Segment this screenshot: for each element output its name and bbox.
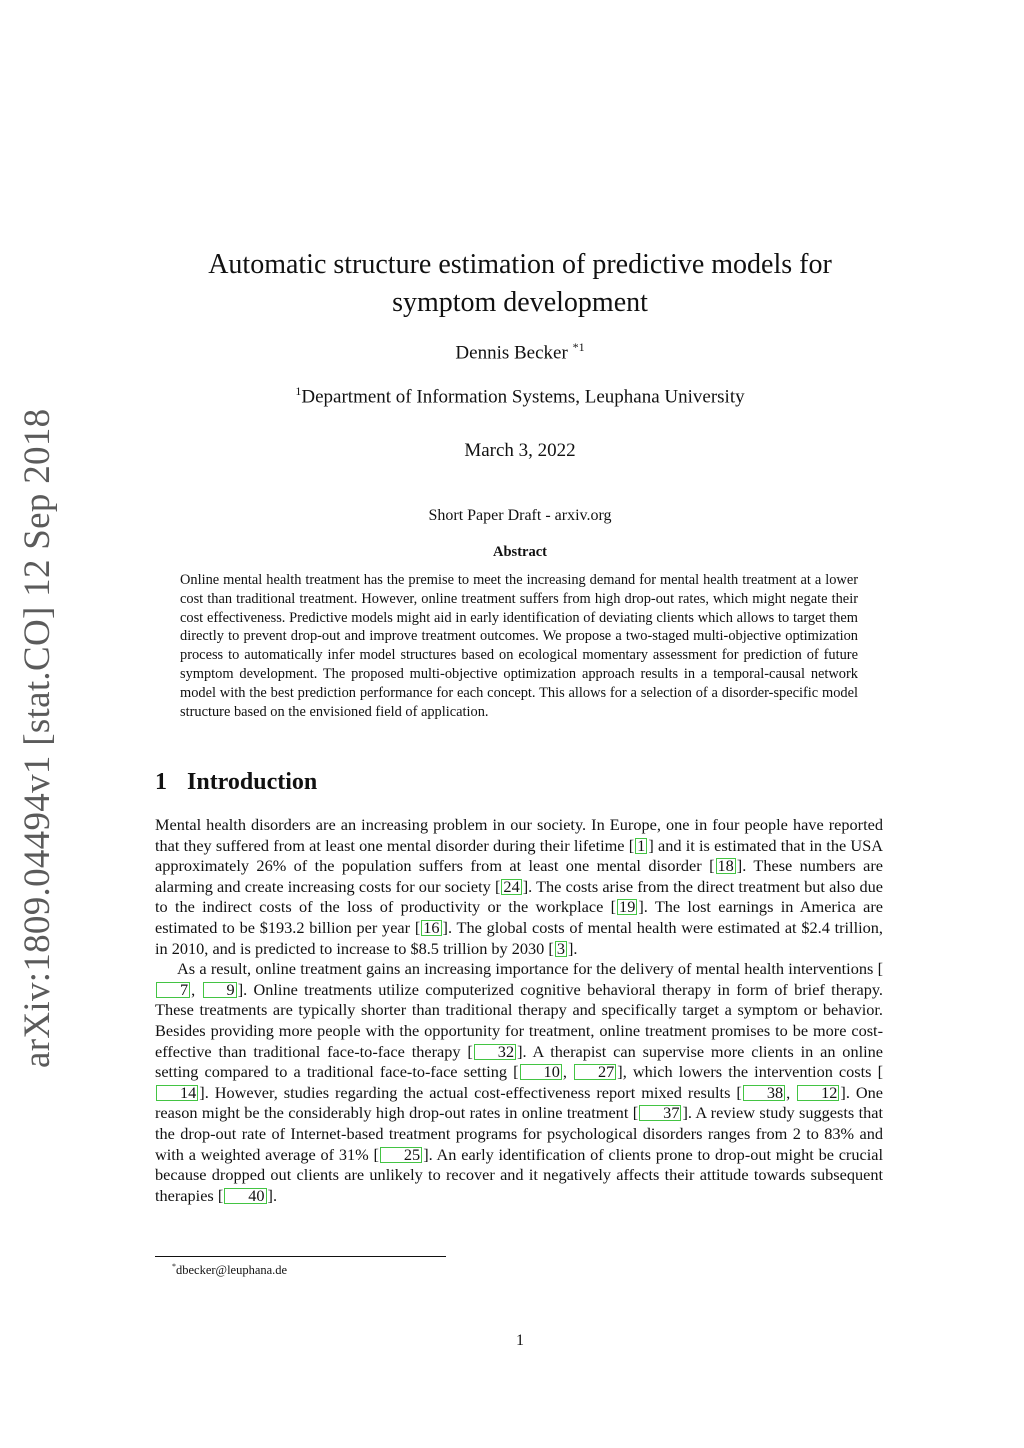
citation-link[interactable]: 9 [203, 982, 237, 998]
text-run: . A review study suggests that the drop-out rate of Internet-based treatment programs for psychological disorders ranges from 2 to 83% and with a weighted average of 31% [155, 1103, 883, 1164]
paper-date: March 3, 2022 [464, 440, 576, 461]
author-marks: *1 [572, 340, 585, 354]
text-run: . However, studies regarding the actual cost-effectiveness report mixed results [204, 1082, 737, 1102]
text-run: . [573, 938, 578, 958]
text-run: . Online treatments utilize computerized cognitive behavioral therapy in form of brief therapy. These treatments are typically shorter than traditional therapy and specifically target a symptom or behavior. Besides providing more people with the opportunity for treatment, online treatment promises to be more cost-effective than traditional face-to-face therapy [155, 979, 884, 1061]
introduction-body [155, 815, 883, 1206]
citation-link[interactable]: 24 [503, 876, 520, 896]
citation-link[interactable]: 19 [619, 897, 636, 917]
footnote-divider [155, 1256, 446, 1257]
arxiv-identifier: arXiv:1809.04494v1 [stat.CO] 12 Sep 2018 [17, 408, 58, 1068]
text-run: . The global costs of mental health were estimated at $2.4 trillion, in 2010, and is predicted to increase to $8.5 trillion by 2030 [155, 917, 883, 958]
footnote-email[interactable]: dbecker@leuphana.de [176, 1263, 288, 1278]
paper-title: Automatic structure estimation of predictive models for symptom development [208, 249, 832, 318]
paragraph-2: As a result, online treatment gains an increasing importance for the delivery of mental health interventions [7 , 9 ]. Online treatments utilize computerized cognitive behavioral therapy in form of brief therapy. These treatments are typically shorter than traditional therapy and specifically target a symptom or behavior. Besides providing more people with the opportunity for treatment, online treatment promises to be more cost-effective than traditional face-to-face therapy [ 32 ]. A therapist can supervise more clients in an online setting compared to a traditional face-to-face setting [ 10 , 27 ], which lowers the intervention costs [14 ]. However, studies regarding the actual cost-effectiveness report mixed results [ 38 , 12 ]. One reason might be the considerably high drop-out rates in online treatment [ 37 ]. A review study suggests that the drop-out rate of Internet-based treatment programs for psychological disorders ranges from 2 to 83% and with a weighted average of 31% [ 25 ]. An early identification of clients prone to drop-out might be crucial because dropped out clients are unlikely to recover and it negatively affects their attitude towards subsequent therapies [ 40 ]. [155, 959, 884, 1205]
citation-link[interactable]: 10 [520, 1064, 562, 1080]
citation-link[interactable]: 18 [717, 856, 734, 876]
citation-link[interactable]: 25 [380, 1147, 422, 1163]
abstract-heading: Abstract [493, 544, 547, 560]
citation-link[interactable]: 27 [574, 1064, 616, 1080]
text-run: , [191, 979, 202, 999]
footnote [172, 1262, 287, 1278]
text-run: and it is estimated that in the USA approximately 26% of the population suffers from at least one mental disorder [155, 835, 884, 876]
page-number: 1 [516, 1332, 524, 1349]
section-heading [155, 769, 317, 796]
author-name: Dennis Becker [455, 342, 573, 364]
abstract-text: Online mental health treatment has the premise to meet the increasing demand for mental health treatment at a lower cost than traditional treatment. However, online treatment suffers from high drop-out rates, which might negate their cost effectiveness. Predictive models might aid in early identification of deviating clients which allows to target them directly to prevent drop-out and improve treatment outcomes. We propose a two-staged multi-objective optimization process to automatically infer model structures based on ecological momentary assessment for prediction of future symptom development. The proposed multi-objective optimization approach results in a temporal-causal network model with the best prediction performance for each concept. This allows for a selection of a disorder-specific model structure based on the envisioned field of application. [180, 572, 858, 720]
affiliation-text: Department of Information Systems, Leuphana University [301, 386, 745, 408]
citation-link[interactable]: 38 [743, 1085, 785, 1101]
footnote-mark: * [172, 1262, 176, 1271]
text-run: . [272, 1185, 278, 1205]
citation-link[interactable]: 16 [423, 917, 440, 937]
text-run: . A therapist can supervise more clients in an online setting compared to a traditional face-to-face setting [155, 1041, 884, 1082]
citation-link[interactable]: 14 [156, 1085, 198, 1101]
text-run: . One reason might be the considerably high drop-out rates in online treatment [155, 1082, 884, 1123]
text-run: , [562, 1062, 573, 1082]
citation-link[interactable]: 7 [156, 982, 190, 998]
citation-link[interactable]: 3 [556, 938, 565, 958]
section-title: Introduction [187, 769, 318, 795]
author [370, 340, 670, 364]
text-run: . The lost earnings in America are estimated to be $193.2 billion per year [155, 897, 883, 937]
citation-link[interactable]: 1 [637, 835, 646, 855]
text-run: , [786, 1082, 797, 1102]
text-run: . An early identification of clients prone to drop-out might be crucial because dropped out clients are unlikely to recover and it negatively affects their attitude towards subsequent therapies [155, 1144, 883, 1205]
citation-link[interactable]: 37 [639, 1105, 681, 1121]
paragraph-1: Mental health disorders are an increasing problem in our society. In Europe, one in four people have reported that they suffered from at least one mental disorder during their lifetime [ 1 ] and it is estimated that in the USA approximately 26% of the population suffers from at least one mental disorder [ 18 ]. These numbers are alarming and create increasing costs for our society [ 24 ]. The costs arise from the direct treatment but also due to the indirect costs of the loss of productivity or the workplace [ 19 ]. The lost earnings in America are estimated to be $193.2 billion per year [ 16 ]. The global costs of mental health were estimated at $2.4 trillion, in 2010, and is predicted to increase to $8.5 trillion by 2030 [ 3 ]. [155, 815, 884, 958]
text-run: As a result, online treatment gains an increasing importance for the delivery of mental health interventions [177, 959, 878, 979]
citation-link[interactable]: 32 [474, 1044, 516, 1060]
affiliation [170, 384, 870, 408]
affiliation-mark: 1 [295, 384, 302, 398]
text-run: . The costs arise from the direct treatment but also due to the indirect costs of the loss of productivity or the workplace [155, 876, 883, 917]
section-number: 1 [155, 769, 167, 795]
text-run: , which lowers the intervention costs [622, 1062, 878, 1082]
citation-link[interactable]: 12 [797, 1085, 839, 1101]
draft-note: Short Paper Draft - arxiv.org [428, 507, 612, 524]
text-run: . These numbers are alarming and create increasing costs for our society [155, 856, 883, 896]
citation-link[interactable]: 40 [224, 1188, 266, 1204]
text-run: Mental health disorders are an increasing problem in our society. In Europe, one in four people have reported that they suffered from at least one mental disorder during their lifetime [155, 815, 883, 855]
